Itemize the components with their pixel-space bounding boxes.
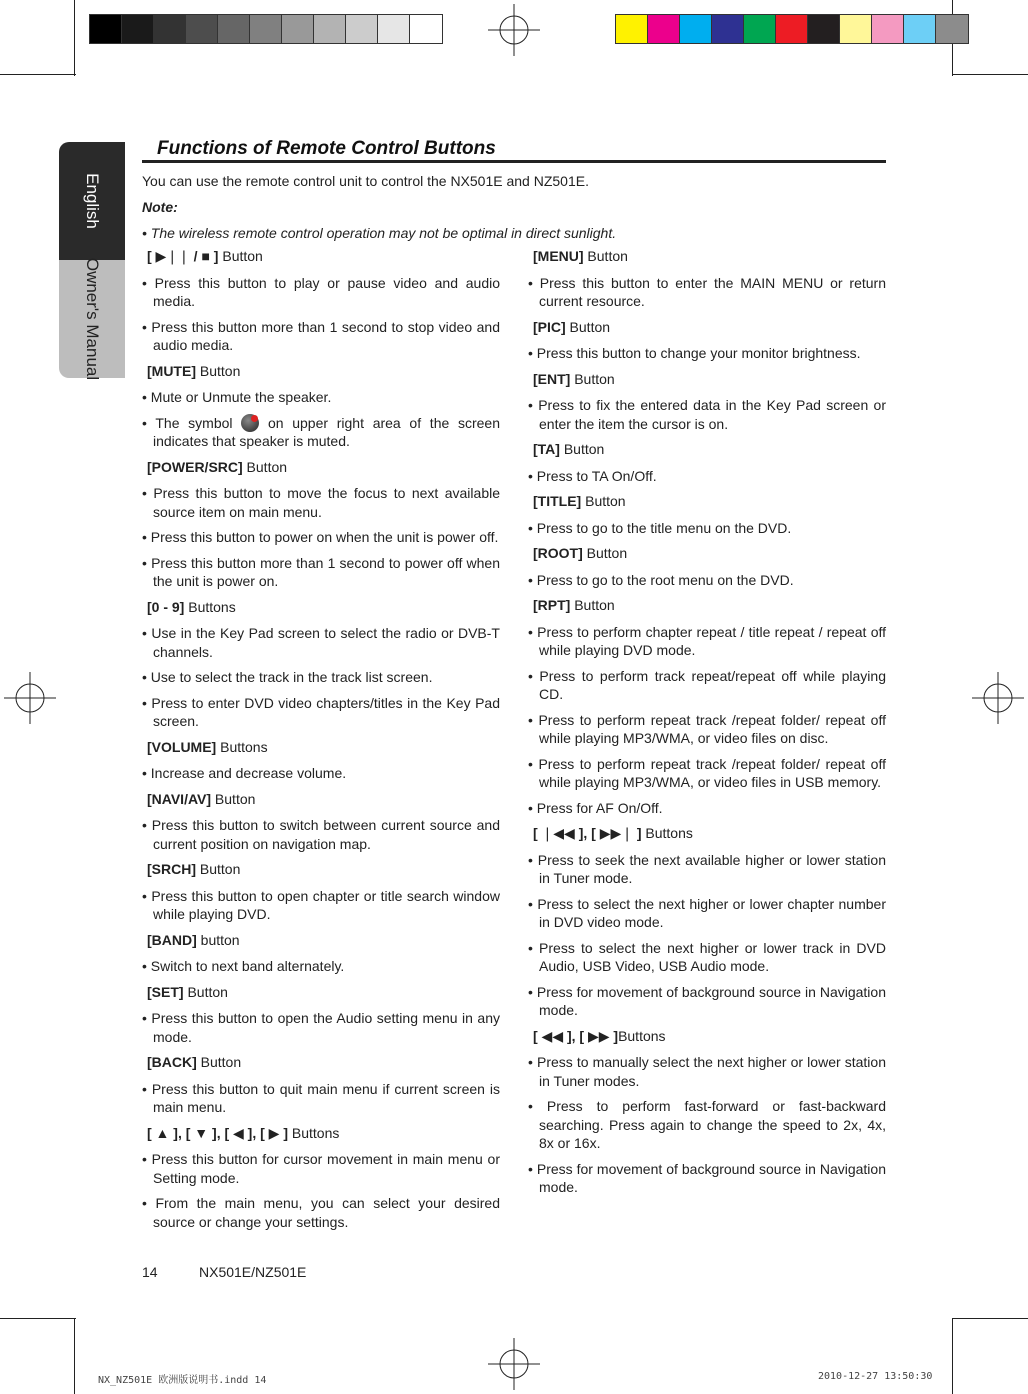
list-item: • Press to perform repeat track /repeat folder/ repeat off while playing MP3/WMA, or video files in USB memory. bbox=[528, 755, 886, 790]
list-item: • Press this button to open the Audio setting menu in any mode. bbox=[142, 1010, 500, 1045]
print-slug-file: NX_NZ501E 欧洲版说明书.indd 14 bbox=[98, 1375, 267, 1386]
list-item: • Press to select the next higher or lower chapter number in DVD video mode. bbox=[528, 895, 886, 930]
list-item: • Press this button for cursor movement in main menu or Setting mode. bbox=[142, 1151, 500, 1186]
tab-english-label: English bbox=[83, 173, 102, 229]
list-item: • Press to perform track repeat/repeat off while playing CD. bbox=[528, 667, 886, 702]
color-swatch bbox=[840, 15, 872, 43]
color-swatch bbox=[186, 15, 218, 43]
process-color-bar bbox=[615, 14, 969, 44]
print-slug-date: 2010-12-27 13:50:30 bbox=[818, 1371, 933, 1382]
list-item: • Press this button more than 1 second to power off when the unit is power on. bbox=[142, 554, 500, 589]
left-column bbox=[142, 247, 500, 1238]
play-pause-button-title: [ ▶❘❘ / ■ ] Button bbox=[147, 248, 263, 264]
color-swatch bbox=[122, 15, 154, 43]
list-item: • Press to go to the title menu on the DVD. bbox=[528, 519, 792, 536]
list-item: • Press this button to move the focus to next available source item on main menu. bbox=[142, 485, 500, 520]
list-item: • Press this button to switch between current source and current position on navigation map. bbox=[142, 817, 500, 852]
list-item: • Press to perform fast-forward or fast-backward searching. Press again to change the speed to 2x, 4x, 8x or 16x. bbox=[528, 1098, 886, 1151]
registration-mark-left bbox=[4, 672, 56, 724]
heading-divider bbox=[142, 160, 886, 163]
ent-button-title: [ENT] Button bbox=[533, 370, 615, 387]
tab-owners-manual-label: Owner's Manual bbox=[83, 257, 102, 381]
digit-buttons-title: [0 - 9] Buttons bbox=[147, 598, 236, 615]
note-text: • The wireless remote control operation may not be optimal in direct sunlight. bbox=[142, 225, 617, 241]
color-swatch bbox=[776, 15, 808, 43]
list-item: • Press to manually select the next higher or lower station in Tuner modes. bbox=[528, 1054, 886, 1089]
list-item: • Press this button more than 1 second to stop video and audio media. bbox=[142, 318, 500, 353]
grayscale-color-bar bbox=[89, 14, 443, 44]
color-swatch bbox=[872, 15, 904, 43]
fast-forward-buttons-title: [ ◀◀ ], [ ▶▶ ]Buttons bbox=[533, 1027, 666, 1044]
section-heading: Functions of Remote Control Buttons bbox=[157, 138, 496, 159]
list-item: • Use to select the track in the track list screen. bbox=[142, 669, 433, 685]
mute-button-title: [MUTE] Button bbox=[147, 362, 241, 379]
right-column bbox=[528, 247, 886, 1204]
cursor-buttons-title: [ ▲ ], [ ▼ ], [ ◀ ], [ ▶ ] Buttons bbox=[147, 1124, 340, 1141]
rpt-button-title: [RPT] Button bbox=[533, 597, 615, 613]
list-item: • Press to enter DVD video chapters/titles in the Key Pad screen. bbox=[142, 694, 500, 729]
list-item: • Press to perform chapter repeat / title repeat / repeat off while playing DVD mode. bbox=[528, 623, 886, 658]
registration-mark-bottom bbox=[488, 1338, 540, 1390]
list-item: • Press this button to quit main menu if current screen is main menu. bbox=[142, 1080, 500, 1115]
page-number: 14 bbox=[142, 1264, 158, 1280]
list-item: • Press this button to enter the MAIN MENU or return current resource. bbox=[528, 274, 886, 309]
power-src-button-title: [POWER/SRC] Button bbox=[147, 458, 288, 475]
list-item: • Press for movement of background source in Navigation mode. bbox=[528, 1160, 886, 1195]
list-item: • Press to go to the root menu on the DVD. bbox=[528, 571, 794, 588]
set-button-title: [SET] Button bbox=[147, 983, 228, 1000]
pic-button-title: [PIC] Button bbox=[533, 318, 611, 335]
color-swatch bbox=[250, 15, 282, 43]
color-swatch bbox=[616, 15, 648, 43]
color-swatch bbox=[648, 15, 680, 43]
color-swatch bbox=[936, 15, 968, 43]
color-swatch bbox=[90, 15, 122, 43]
mute-speaker-icon bbox=[241, 414, 259, 432]
tab-english bbox=[59, 142, 125, 260]
fast-forward-icons: [ ◀◀ ], [ ▶▶ ] bbox=[533, 1027, 619, 1044]
color-swatch bbox=[154, 15, 186, 43]
registration-mark-top bbox=[488, 4, 540, 56]
back-button-title: [BACK] Button bbox=[147, 1054, 242, 1070]
root-button-title: [ROOT] Button bbox=[533, 545, 628, 561]
color-swatch bbox=[904, 15, 936, 43]
intro-text: You can use the remote control unit to control the NX501E and NZ501E. bbox=[142, 173, 589, 189]
color-swatch bbox=[346, 15, 378, 43]
list-item: • Switch to next band alternately. bbox=[142, 958, 345, 974]
color-swatch bbox=[282, 15, 314, 43]
volume-buttons-title: [VOLUME] Buttons bbox=[147, 738, 268, 755]
tab-owners-manual bbox=[59, 257, 125, 381]
srch-button-title: [SRCH] Button bbox=[147, 861, 241, 877]
note-label: Note: bbox=[142, 199, 178, 215]
color-swatch bbox=[712, 15, 744, 43]
list-item: • Press to fix the entered data in the Key Pad screen or enter the item the cursor is on. bbox=[528, 397, 886, 432]
navi-av-button-title: [NAVI/AV] Button bbox=[147, 790, 256, 807]
arrow-icons: [ ▲ ], [ ▼ ], [ ◀ ], [ ▶ ] bbox=[147, 1124, 288, 1141]
list-item: • Press this button to play or pause video and audio media. bbox=[142, 274, 500, 309]
list-item: • Press for movement of background source in Navigation mode. bbox=[528, 983, 886, 1018]
list-item: • Press this button to open chapter or title search window while playing DVD. bbox=[142, 887, 500, 922]
list-item: • Press to select the next higher or lower track in DVD Audio, USB Video, USB Audio mode. bbox=[528, 939, 886, 974]
model-name: NX501E/NZ501E bbox=[199, 1264, 307, 1280]
list-item: • Press to TA On/Off. bbox=[528, 467, 657, 484]
title-button-title: [TITLE] Button bbox=[533, 493, 626, 509]
color-swatch bbox=[378, 15, 410, 43]
color-swatch bbox=[218, 15, 250, 43]
skip-icons: [ ❘◀◀ ], [ ▶▶❘ ] bbox=[533, 825, 642, 841]
list-item: • Mute or Unmute the speaker. bbox=[142, 389, 332, 405]
skip-buttons-title: [ ❘◀◀ ], [ ▶▶❘ ] Buttons bbox=[533, 825, 693, 841]
band-button-title: [BAND] button bbox=[147, 931, 240, 948]
color-swatch bbox=[808, 15, 840, 43]
list-item: • From the main menu, you can select your desired source or change your settings. bbox=[142, 1195, 500, 1230]
list-item: • Use in the Key Pad screen to select the radio or DVB-T channels. bbox=[142, 625, 500, 660]
list-item: • Press this button to power on when the unit is power off. bbox=[142, 529, 499, 545]
list-item: • The symbol on upper right area of the screen indicates that speaker is muted. bbox=[142, 414, 500, 449]
color-swatch bbox=[314, 15, 346, 43]
color-swatch bbox=[744, 15, 776, 43]
list-item: • Press to perform repeat track /repeat folder/ repeat off while playing MP3/WMA, or video files on disc. bbox=[528, 711, 886, 746]
ta-button-title: [TA] Button bbox=[533, 441, 605, 457]
list-item: • Press this button to change your monitor brightness. bbox=[528, 345, 861, 361]
color-swatch bbox=[410, 15, 442, 43]
list-item: • Press for AF On/Off. bbox=[528, 799, 663, 816]
color-swatch bbox=[680, 15, 712, 43]
list-item: • Press to seek the next available higher or lower station in Tuner mode. bbox=[528, 851, 886, 886]
menu-button-title: [MENU] Button bbox=[533, 248, 628, 264]
registration-mark-right bbox=[972, 672, 1024, 724]
list-item: • Increase and decrease volume. bbox=[142, 765, 347, 781]
play-pause-icon: [ ▶❘❘ / ■ ] bbox=[147, 248, 219, 264]
